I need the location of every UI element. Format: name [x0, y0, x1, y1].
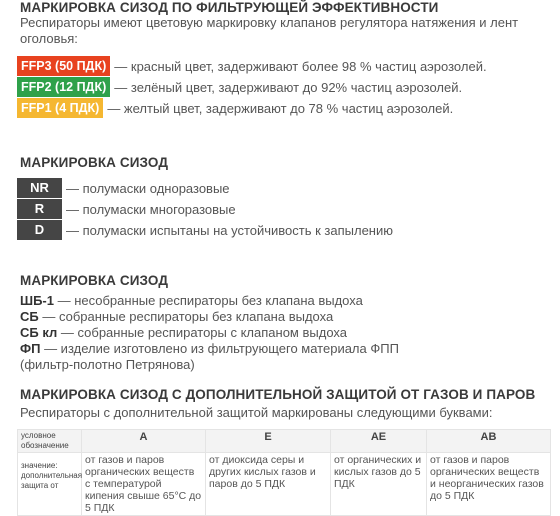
table-cell-ab: от газов и паров органических веществ и неорганических газов до 5 ПДК: [427, 453, 551, 516]
code-line-sb: [20, 309, 333, 324]
row-label: значение: дополнительная защита от: [18, 453, 82, 516]
column-header-ab: AB: [427, 430, 551, 453]
code-note: (фильтр-полотно Петрянова): [20, 357, 195, 372]
section-description-gas: Респираторы с дополнительной защитой маркированы следующими буквами:: [20, 405, 493, 420]
ffp1-badge: FFP1 (4 ПДК): [17, 98, 103, 118]
code-description: — собранные респираторы без клапана выдоха: [38, 309, 334, 324]
gas-marking-table: [17, 429, 551, 516]
code: СБ: [20, 309, 39, 324]
column-header-a: A: [82, 430, 206, 453]
code-description: — собранные респираторы с клапаном выдоха: [57, 325, 347, 340]
d-row: [17, 220, 393, 240]
ffp3-description: — красный цвет, задерживают более 98 % частиц аэрозолей.: [114, 58, 487, 74]
code: ФП: [20, 341, 41, 356]
r-badge: R: [17, 199, 62, 219]
code-line-sbkl: [20, 325, 347, 340]
section-title-filter-efficiency: МАРКИРОВКА СИЗОД ПО ФИЛЬТРУЮЩЕЙ ЭФФЕКТИВНОСТИ: [20, 0, 439, 15]
section-title-gas-protection: МАРКИРОВКА СИЗОД С ДОПОЛНИТЕЛЬНОЙ ЗАЩИТОЙ ОТ ГАЗОВ И ПАРОВ: [20, 387, 536, 402]
d-badge: D: [17, 220, 62, 240]
d-description: — полумаски испытаны на устойчивость к запылению: [66, 222, 393, 238]
code-line-fp: [20, 341, 399, 356]
code-description: — изделие изготовлено из фильтрующего материала ФПП: [40, 341, 399, 356]
table-header-row: [18, 430, 551, 453]
nr-description: — полумаски одноразовые: [66, 180, 230, 196]
section-title-marking: МАРКИРОВКА СИЗОД: [20, 155, 169, 170]
nr-badge: NR: [17, 178, 62, 198]
table-cell-ae: от органических и кислых газов до 5 ПДК: [331, 453, 427, 516]
section-description: Респираторы имеют цветовую маркировку клапанов регулятора натяжения и лент оголовья:: [20, 15, 519, 46]
table-row: [18, 453, 551, 516]
ffp1-row: [17, 98, 453, 118]
ffp3-row: [17, 56, 487, 76]
code-line-shb1: [20, 293, 363, 308]
r-row: [17, 199, 236, 219]
ffp2-description: — зелёный цвет, задерживают до 92% частиц аэрозолей.: [114, 79, 463, 95]
ffp2-row: [17, 77, 462, 97]
section-title-marking-2: МАРКИРОВКА СИЗОД: [20, 273, 169, 288]
ffp3-badge: FFP3 (50 ПДК): [17, 56, 110, 76]
ffp1-description: — желтый цвет, задерживают до 78 % частиц аэрозолей.: [107, 100, 454, 116]
code: СБ кл: [20, 325, 58, 340]
ffp2-badge: FFP2 (12 ПДК): [17, 77, 110, 97]
table-cell-a: от газов и паров органических веществ с температурой кипения свыше 65°С до 5 ПДК: [82, 453, 206, 516]
r-description: — полумаски многоразовые: [66, 201, 236, 217]
table-header-label: условное обозначение: [18, 430, 82, 453]
code: ШБ-1: [20, 293, 54, 308]
column-header-e: E: [206, 430, 331, 453]
table-cell-e: от диоксида серы и других кислых газов и паров до 5 ПДК: [206, 453, 331, 516]
nr-row: [17, 178, 230, 198]
code-description: — несобранные респираторы без клапана выдоха: [53, 293, 363, 308]
column-header-ae: AE: [331, 430, 427, 453]
